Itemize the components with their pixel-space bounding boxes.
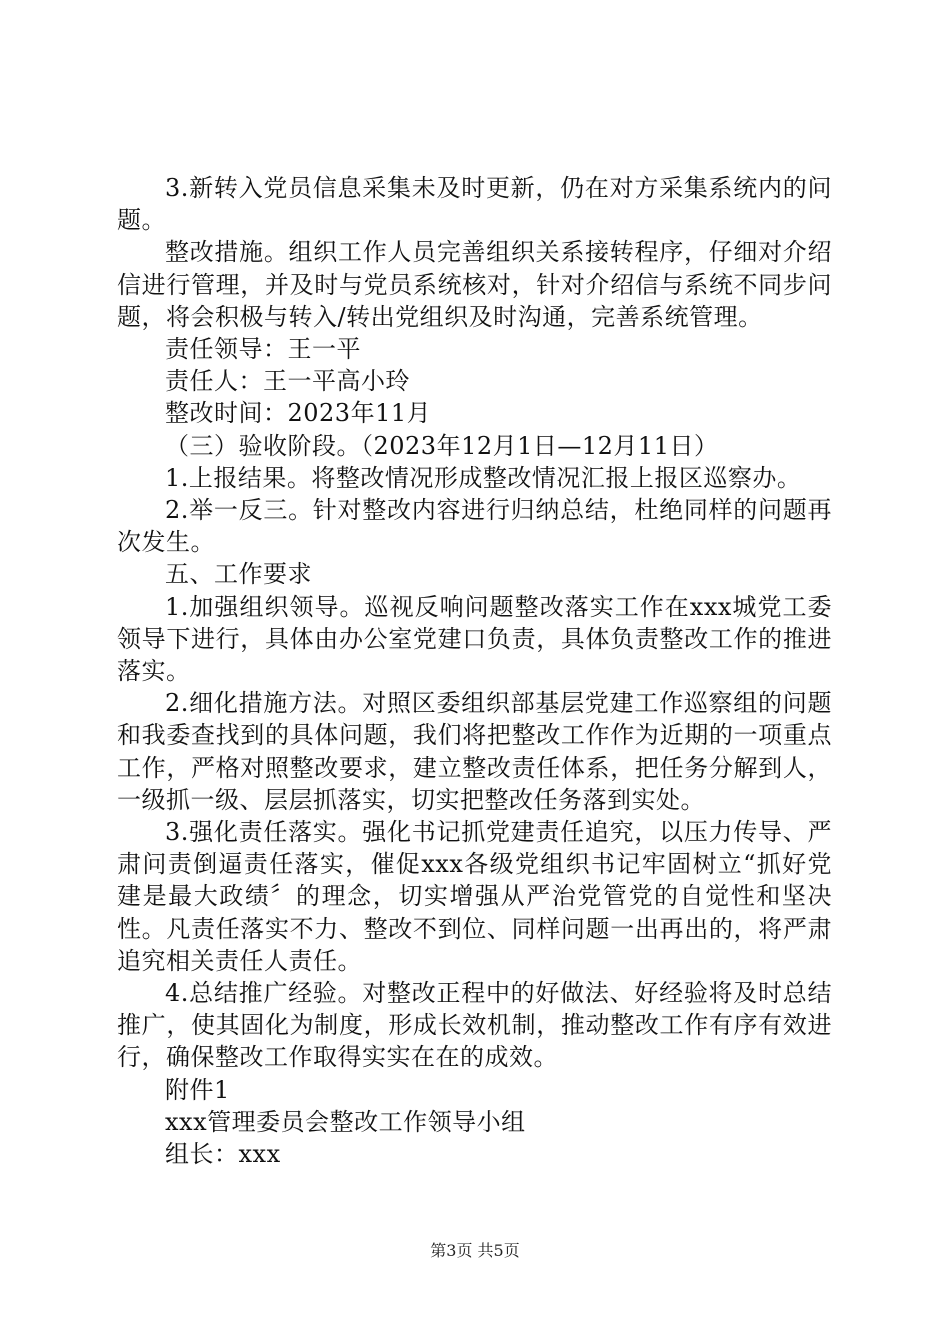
- page-number-label: 第3页 共5页: [430, 1241, 520, 1260]
- paragraph-rectification-time: 整改时间：2023年11月: [165, 399, 432, 428]
- paragraph-summarize-experience: 4.总结推广经验。对整改正程中的好做法、好经验将及时总结推广，使其固化为制度，形成长效机制，推动整改工作有序有效进行，确保整改工作取得实实在在的成效。: [117, 979, 832, 1072]
- paragraph-acceptance-stage: （三）验收阶段。（2023年12月1日—12月11日）: [165, 431, 719, 460]
- paragraph-draw-inferences: 2.举一反三。针对整改内容进行归纳总结，杜绝同样的问题再次发生。: [117, 496, 832, 557]
- section-heading-work-requirements: 五、工作要求: [165, 560, 312, 589]
- paragraph-rectification-measures: 整改措施。组织工作人员完善组织关系接转程序，仔细对介绍信进行管理，并及时与党员系统核对，针对介绍信与系统不同步问题，将会积极与转入/转出党组织及时沟通，完善系统管理。: [117, 238, 832, 331]
- page-footer: [0, 1241, 950, 1261]
- group-leader-line: 组长：xxx: [165, 1140, 281, 1169]
- paragraph-strengthen-responsibility: 3.强化责任落实。强化书记抓党建责任追究，以压力传导、严肃问责倒逼责任落实，催促xxx各级党组织书记牢固树立“抓好党建是最大政绩〞的理念，切实增强从严治党管党的自觉性和坚决性。凡责任落实不力、整改不到位、同样问题一出再出的，将严肃追究相关责任人责任。: [117, 818, 832, 975]
- paragraph-refine-measures: 2.细化措施方法。对照区委组织部基层党建工作巡察组的问题和我委查找到的具体问题，我们将把整改工作作为近期的一项重点工作，严格对照整改要求，建立整改责任体系，把任务分解到人，一级抓一级、层层抓落实，切实把整改任务落到实处。: [117, 689, 832, 814]
- attachment-label: 附件1: [165, 1075, 230, 1104]
- document-body: [117, 172, 832, 1170]
- leading-group-title: xxx管理委员会整改工作领导小组: [165, 1107, 526, 1136]
- paragraph-report-results: 1.上报结果。将整改情况形成整改情况汇报上报区巡察办。: [165, 463, 802, 492]
- paragraph-strengthen-leadership: 1.加强组织领导。巡视反响问题整改落实工作在xxx城党工委领导下进行，具体由办公室党建口负责，具体负责整改工作的推进落实。: [117, 592, 832, 686]
- paragraph-responsible-leader: 责任领导：王一平: [165, 335, 361, 364]
- paragraph-responsible-person: 责任人：王一平高小玲: [165, 367, 410, 396]
- paragraph-item-3-new-member-info: 3.新转入党员信息采集未及时更新，仍在对方采集系统内的问题。: [117, 174, 832, 235]
